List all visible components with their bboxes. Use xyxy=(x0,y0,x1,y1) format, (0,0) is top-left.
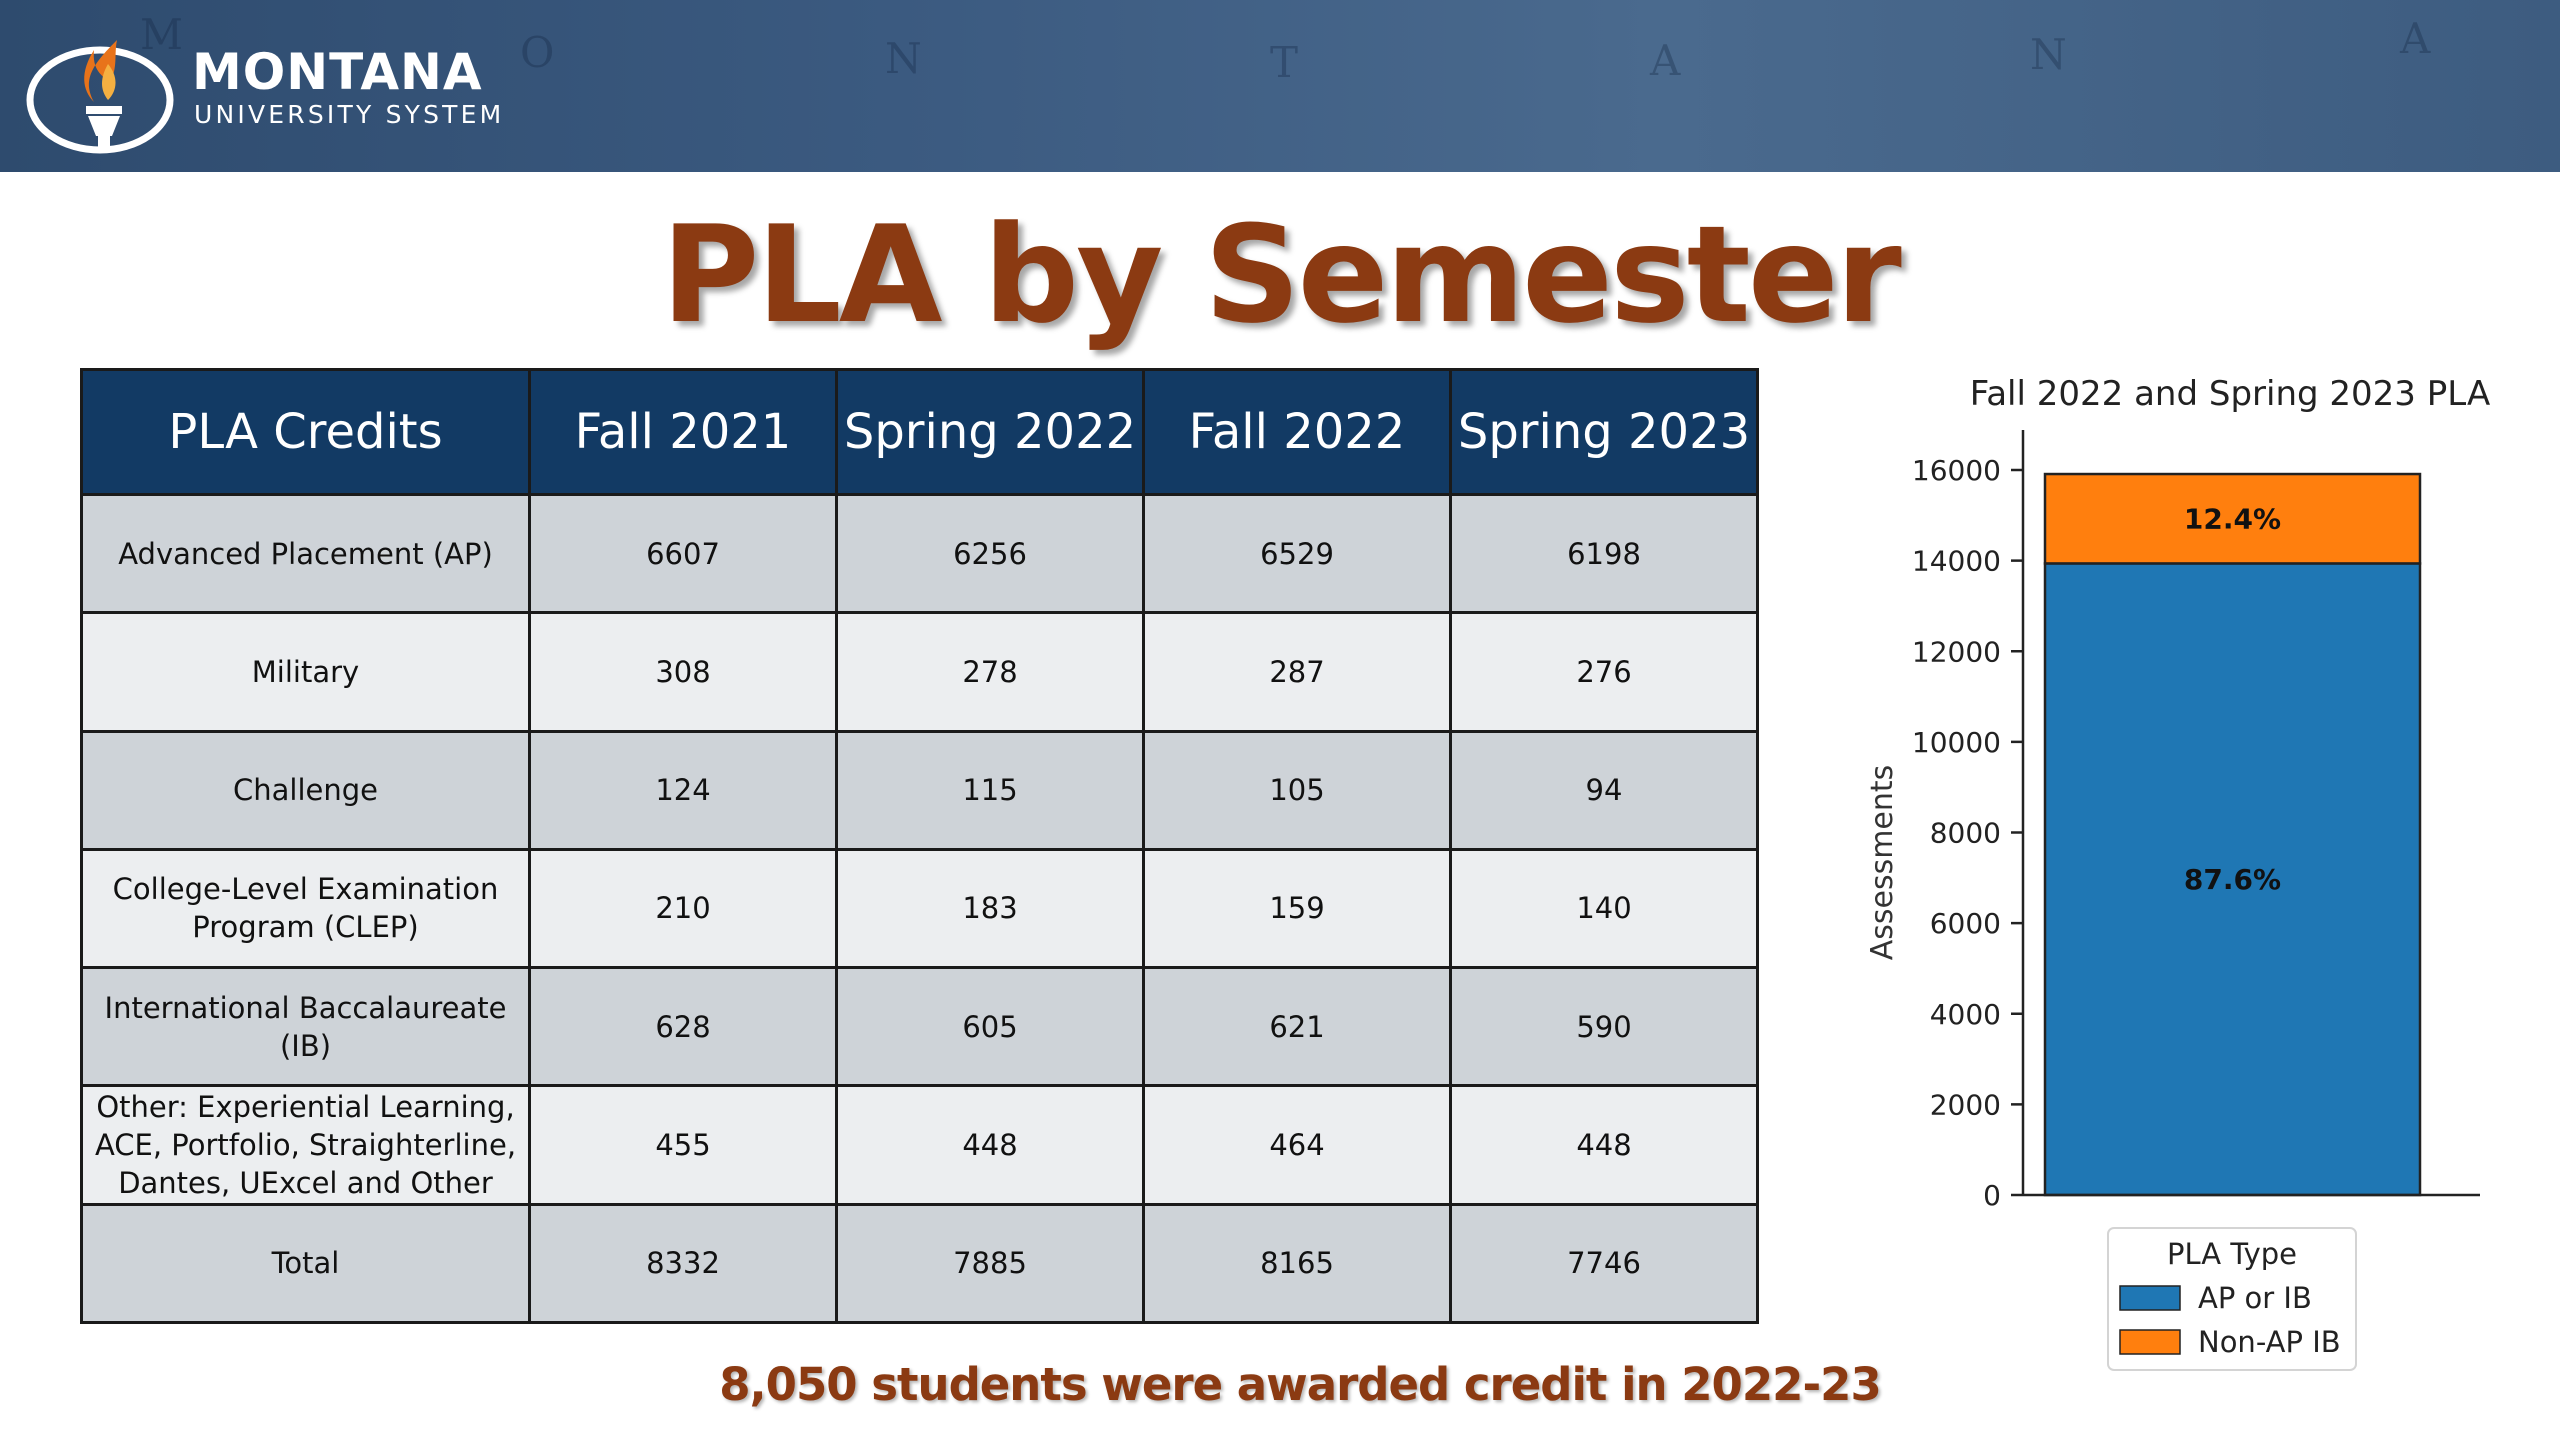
chart-title: Fall 2022 and Spring 2023 PLA xyxy=(1969,374,2491,414)
row-label xyxy=(82,613,530,731)
table-cell: 278 xyxy=(837,613,1144,731)
table-cell: 7885 xyxy=(837,1204,1144,1322)
map-letter: A xyxy=(2400,14,2433,63)
map-letter: O xyxy=(520,28,557,77)
table-cell: 287 xyxy=(1144,613,1451,731)
table-cell: 105 xyxy=(1144,731,1451,849)
table-cell: 6607 xyxy=(530,495,837,613)
table-cell: 6529 xyxy=(1144,495,1451,613)
legend-swatch xyxy=(2120,1286,2180,1310)
column-header: Spring 2022 xyxy=(837,370,1144,495)
table-cell: 605 xyxy=(837,968,1144,1086)
row-label xyxy=(82,849,530,967)
torch-emblem-icon xyxy=(22,20,182,155)
table-cell: 140 xyxy=(1451,849,1758,967)
table-row xyxy=(82,1204,1758,1322)
table-cell: 159 xyxy=(1144,849,1451,967)
column-header: Fall 2022 xyxy=(1144,370,1451,495)
row-label xyxy=(82,1204,530,1322)
column-header: Spring 2023 xyxy=(1451,370,1758,495)
logo-title: MONTANA xyxy=(192,43,483,101)
table-cell: 276 xyxy=(1451,613,1758,731)
row-label-line: Challenge xyxy=(233,773,378,808)
map-letter: A xyxy=(1650,36,1683,85)
y-tick-label: 16000 xyxy=(1911,454,2001,487)
pla-credits-table xyxy=(80,368,1759,1324)
table-cell: 308 xyxy=(530,613,837,731)
map-letter: T xyxy=(1270,38,1301,87)
table-cell: 115 xyxy=(837,731,1144,849)
table-cell: 94 xyxy=(1451,731,1758,849)
table-cell: 7746 xyxy=(1451,1204,1758,1322)
row-label-line: ACE, Portfolio, Straighterline, xyxy=(94,1128,517,1163)
chart-legend xyxy=(2108,1228,2356,1370)
table-cell: 6198 xyxy=(1451,495,1758,613)
row-label-line: (IB) xyxy=(279,1028,332,1063)
table-cell: 448 xyxy=(837,1086,1144,1204)
bar-data-label: 87.6% xyxy=(2183,863,2282,897)
page-title: PLA by Semester xyxy=(661,197,1899,353)
y-tick-label: 10000 xyxy=(1911,725,2001,759)
table-row xyxy=(82,849,1758,967)
table-cell: 8165 xyxy=(1144,1204,1451,1322)
y-tick-label: 6000 xyxy=(1929,907,2001,941)
footer-note: 8,050 students were awarded credit in 2022-23 xyxy=(719,1358,1881,1411)
pla-type-chart xyxy=(1840,370,2560,1380)
table-cell: 455 xyxy=(530,1086,837,1204)
legend-title: PLA Type xyxy=(2167,1237,2297,1271)
table-cell: 464 xyxy=(1144,1086,1451,1204)
y-tick-label: 12000 xyxy=(1911,635,2001,669)
map-letter: N xyxy=(885,34,924,83)
bar-data-label: 12.4% xyxy=(2183,502,2282,536)
table-cell: 621 xyxy=(1144,968,1451,1086)
row-label-line: Military xyxy=(251,654,360,689)
legend-swatch xyxy=(2120,1330,2180,1354)
table-row xyxy=(82,1086,1758,1204)
table-row xyxy=(82,731,1758,849)
legend-label: Non-AP IB xyxy=(2198,1325,2341,1359)
row-label xyxy=(82,1086,530,1204)
y-axis-label: Assessments xyxy=(1865,764,1900,961)
map-letter: M xyxy=(140,10,186,59)
row-label-line: College-Level Examination xyxy=(112,872,499,907)
row-label-line: Total xyxy=(271,1246,340,1281)
row-label-line: Other: Experiential Learning, xyxy=(96,1090,515,1125)
table-header-row xyxy=(82,370,1758,495)
table-cell: 448 xyxy=(1451,1086,1758,1204)
table-cell: 590 xyxy=(1451,968,1758,1086)
row-label-line: Program (CLEP) xyxy=(192,910,419,945)
table-cell: 628 xyxy=(530,968,837,1086)
y-tick-label: 2000 xyxy=(1929,1088,2001,1122)
table-cell: 6256 xyxy=(837,495,1144,613)
table-cell: 8332 xyxy=(530,1204,837,1322)
table-cell: 210 xyxy=(530,849,837,967)
row-label xyxy=(82,731,530,849)
table-row xyxy=(82,613,1758,731)
header-banner xyxy=(0,0,2560,172)
row-label-line: Advanced Placement (AP) xyxy=(118,536,493,571)
table-row xyxy=(82,968,1758,1086)
row-label-line: International Baccalaureate xyxy=(104,990,507,1025)
row-label xyxy=(82,495,530,613)
y-tick-label: 4000 xyxy=(1929,997,2001,1031)
y-tick-label: 8000 xyxy=(1929,816,2001,850)
row-label xyxy=(82,968,530,1086)
table-cell: 124 xyxy=(530,731,837,849)
map-letter: N xyxy=(2030,30,2069,79)
row-label-line: Dantes, UExcel and Other xyxy=(118,1166,493,1201)
column-header: PLA Credits xyxy=(82,370,530,495)
y-tick-label: 14000 xyxy=(1911,544,2001,578)
logo-subtitle: UNIVERSITY SYSTEM xyxy=(194,100,505,129)
table-cell: 183 xyxy=(837,849,1144,967)
legend-label: AP or IB xyxy=(2198,1281,2312,1315)
table-row xyxy=(82,495,1758,613)
column-header: Fall 2021 xyxy=(530,370,837,495)
y-tick-label: 0 xyxy=(1983,1179,2001,1212)
